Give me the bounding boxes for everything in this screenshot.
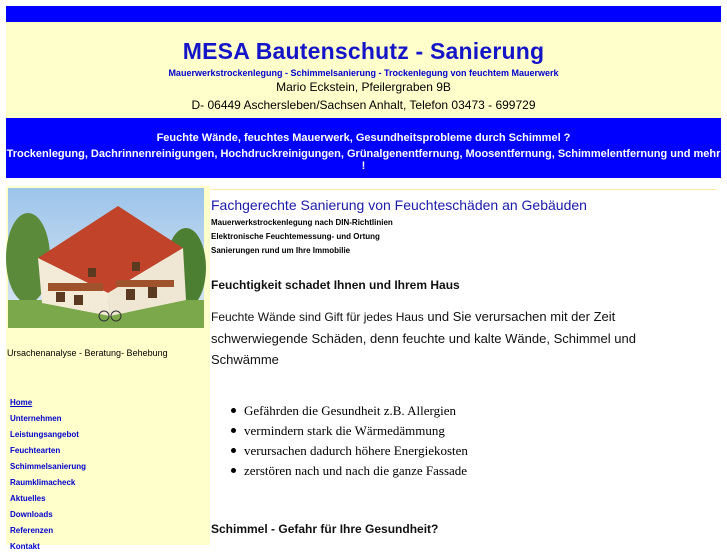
sidebar-caption: Ursachenanalyse - Beratung- Behebung: [7, 348, 168, 358]
page-frame: [6, 6, 721, 551]
bullet-text: zerstören nach und nach die ganze Fassade: [244, 463, 468, 478]
paragraph-rest: und Sie verursachen mit der Zeit schwerwiegende Schäden, denn feuchte und kalte Wände, Schimmel und Schwämme: [211, 309, 636, 367]
site-header: [6, 22, 721, 118]
service-line-3: Sanierungen rund um Ihre Immobilie: [211, 246, 351, 255]
bullet-text: vermindern stark die Wärmedämmung: [244, 423, 445, 438]
address-line-2: D- 06449 Aschersleben/Sachsen Anhalt, Telefon 03473 - 699729: [191, 98, 536, 112]
site-subtitle: Mauerwerkstrockenlegung - Schimmelsanierung - Trockenlegung von feuchtem Mauerwerk: [168, 68, 559, 78]
bullet-text: verursachen dadurch höhere Energiekosten: [244, 443, 468, 458]
nav-referenzen[interactable]: Referenzen: [10, 526, 54, 535]
bullet-icon: [231, 408, 236, 413]
sidebar: [6, 186, 210, 551]
main-content: [211, 186, 721, 545]
address-line-1: Mario Eckstein, Pfeilergraben 9B: [276, 80, 451, 94]
bullet-icon: [231, 428, 236, 433]
divider: [211, 189, 716, 190]
nav-kontakt[interactable]: Kontakt: [10, 542, 40, 551]
list-item: [231, 401, 468, 421]
sidebar-nav: [10, 397, 86, 557]
banner-line-1: Feuchte Wände, feuchtes Mauerwerk, Gesundheitsprobleme durch Schimmel ?: [156, 132, 571, 144]
main-heading: Fachgerechte Sanierung von Feuchteschäden an Gebäuden: [211, 197, 587, 213]
bullet-icon: [231, 468, 236, 473]
section-heading: Feuchtigkeit schadet Ihnen und Ihrem Haus: [211, 278, 460, 292]
top-bar: [6, 6, 721, 22]
nav-aktuelles[interactable]: Aktuelles: [10, 494, 46, 503]
nav-leistungsangebot[interactable]: Leistungsangebot: [10, 430, 79, 439]
list-item: [231, 441, 468, 461]
bullet-text: Gefährden die Gesundheit z.B. Allergien: [244, 403, 457, 418]
list-item: [231, 421, 468, 441]
nav-raumklimacheck[interactable]: Raumklimacheck: [10, 478, 76, 487]
intro-paragraph: [211, 306, 666, 370]
nav-schimmelsanierung[interactable]: Schimmelsanierung: [10, 462, 87, 471]
bullet-list: [231, 401, 468, 481]
spacer: [6, 178, 721, 186]
nav-downloads[interactable]: Downloads: [10, 510, 53, 519]
nav-home[interactable]: Home: [10, 398, 33, 407]
blue-banner: [6, 118, 721, 178]
service-line-2: Elektronische Feuchtemessung- und Ortung: [211, 232, 380, 241]
banner-line-2: Trockenlegung, Dachrinnenreinigungen, Hochdruckreinigungen, Grünalgenentfernung, Moosentfernung, Schimmelentfernung und mehr !: [6, 148, 721, 172]
service-line-1: Mauerwerkstrockenlegung nach DIN-Richtlinien: [211, 218, 393, 227]
bullet-icon: [231, 448, 236, 453]
paragraph-start: Feuchte Wände sind Gift für jedes Haus: [211, 310, 424, 324]
nav-unternehmen[interactable]: Unternehmen: [10, 414, 62, 423]
next-section-heading: Schimmel - Gefahr für Ihre Gesundheit?: [211, 522, 439, 536]
nav-feuchtearten[interactable]: Feuchtearten: [10, 446, 61, 455]
house-photo: [8, 188, 204, 328]
site-title: MESA Bautenschutz - Sanierung: [182, 38, 545, 64]
list-item: [231, 461, 468, 481]
